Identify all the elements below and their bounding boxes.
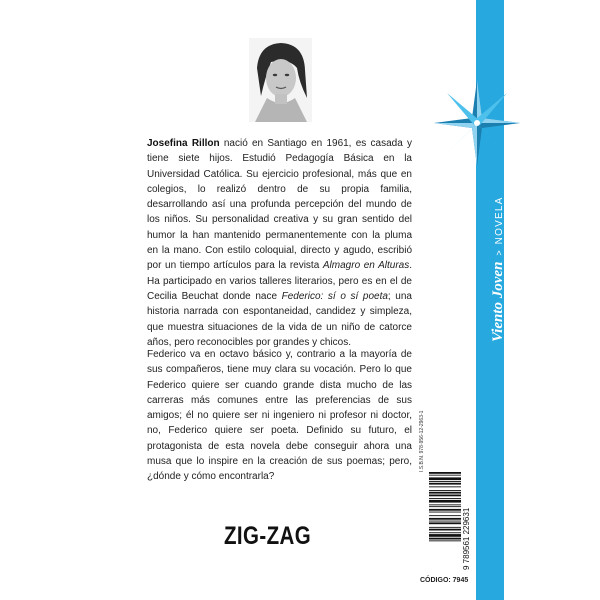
bio-magazine: Almagro en Alturas [322,260,410,272]
barcode-bar [429,475,461,476]
barcode-bar [429,481,461,482]
barcode-bar [429,534,461,537]
barcode-bar [429,509,461,511]
author-name: Josefina Rillon [147,138,220,149]
barcode-bar [429,529,461,531]
barcode-bar [429,532,461,533]
genre-label: NOVELA [494,196,505,245]
compass-rose-icon [432,78,522,168]
barcode-digits: 9 789561 229631 [462,507,471,570]
barcode-bar [429,472,461,474]
book-synopsis: Federico va en octavo básico y, contrario a la mayoría de sus compañeros, tiene muy clara su vocación. Pero lo que Federico quiere ser cuando grande dista mucho de las carreras más comunes entre las preferencias de sus amigos; él no quiere ser ni ingeniero ni profesor ni doctor, no, Federico quiere ser poeta. Definido su futuro, el protagonista de esta novela debe conseguir ahora una musa que lo inspire en la creación de sus poemas; pero, ¿dónde y cómo encontrarla? [147,349,412,483]
barcode-bar [429,538,461,540]
chevron-right-icon: > [494,250,504,256]
isbn-text: I.S.B.N. 978-956-12-2963-1 [419,410,425,472]
barcode-bar [429,521,461,522]
barcode-bar [429,527,461,528]
barcode-bar [429,512,461,513]
bio-mid: . Ha participado en varios talleres literarios, pero es en el de Cecilia Beuchat donde nace [147,260,412,302]
barcode-bar [429,500,461,503]
bio-tail: ; una historia narrada con espontaneidad, candidez y simpleza, que muestra situaciones de la vida de un niño de catorce años, pero reconocibles por grandes y chicos. [147,290,412,348]
bio-book-title: Federico: sí o sí poeta [281,290,388,302]
barcode-bar [429,495,461,497]
barcode [427,470,472,572]
spine-label [490,197,507,342]
barcode-bar [429,483,461,485]
product-code: CÓDIGO: 7945 [420,577,469,584]
author-portrait-icon [249,38,312,122]
barcode-bar [429,506,461,507]
publisher-logo: ZIG-ZAG [224,522,312,550]
bio-lead: nació en Santiago en 1961, es casada y tiene siete hijos. Estudió Pedagogía Básica en la Universidad Católica. Su ejercicio profesional, más que en colegios, lo realizó dentro de su propia familia, desarrollando así una profunda percepción del mundo de los niños. Su personalidad creativa y su gran sentido del humor la han mantenido permanentemente con la pluma en la mano. Con estilo coloquial, directo y agudo, escribió por un tiempo artículos para la revista [147,138,412,272]
barcode-bar [429,492,461,494]
author-photo [249,38,312,122]
barcode-bar [429,490,461,491]
barcode-bar [429,540,461,541]
barcode-bar [429,486,461,487]
barcode-bar [429,498,461,499]
barcode-bar [429,477,461,480]
barcode-icon [427,470,472,572]
barcode-bar [429,515,461,516]
barcode-bar [429,518,461,520]
barcode-bar [429,522,461,524]
barcode-bar [429,504,461,505]
series-name: Viento Joven [490,261,506,342]
author-biography [147,136,412,350]
